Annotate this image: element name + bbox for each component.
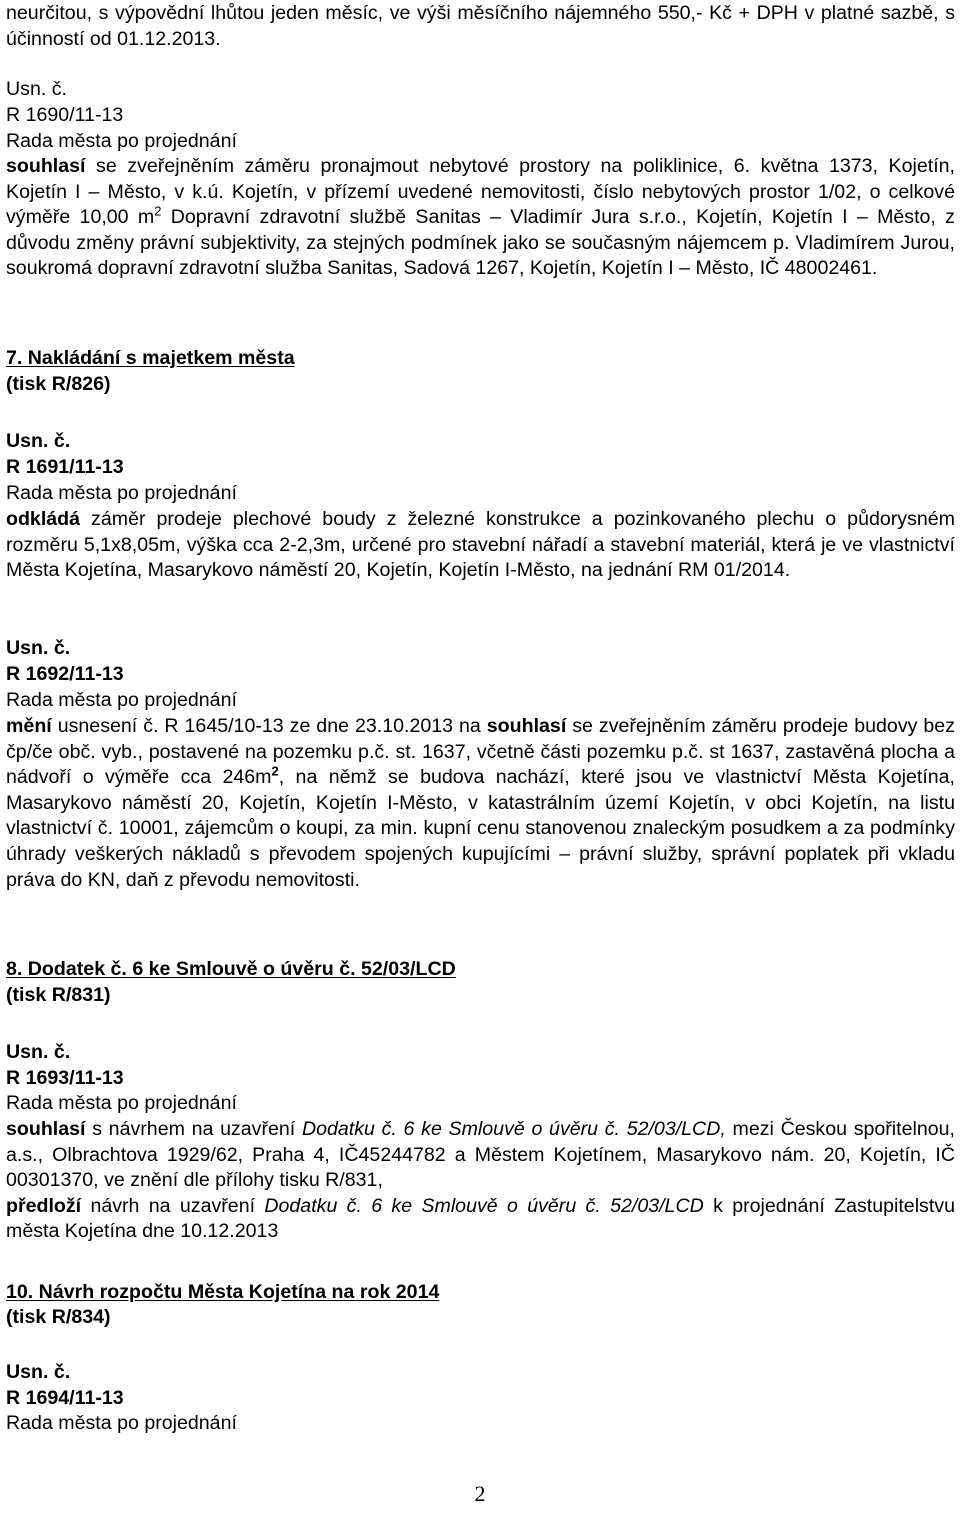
council-phrase: Rada města po projednání: [6, 482, 237, 504]
resolution-label: Usn. č.: [6, 637, 71, 659]
resolution-verb: odkládá: [6, 508, 81, 530]
section-heading: 7. Nakládání s majetkem města: [6, 347, 295, 369]
resolution-number: R 1692/11-13: [6, 663, 124, 685]
resolution-number: R 1693/11-13: [6, 1067, 124, 1089]
resolution-1690-body: souhlasí se zveřejněním záměru pronajmout nebytové prostory na poliklinice, 6. května 1373, Kojetín, Kojetín I – Město, v k.ú. Kojetín, v přízemí uvedené nemovitosti, číslo nebytových prostor 1/02, o celkové výměře 10,00 $m^2$ Dopravní zdravotní službě Sanitas – Vladimír Jura s.r.o., Kojetín, Kojetín I – Město, z důvodu změny právní subjektivity, za stejných podmínek jako se současným nájemcem p. Vladimírem Jurou, soukromá dopravní zdravotní služba Sanitas, Sadová 1267, Kojetín, Kojetín I – Město, IČ 48002461.: [6, 155, 955, 280]
resolution-number: R 1691/11-13: [6, 456, 124, 478]
council-phrase: Rada města po projednání: [6, 1092, 237, 1114]
resolution-label: Usn. č.: [6, 1361, 71, 1383]
section-print-ref: (tisk R/831): [6, 984, 111, 1006]
council-phrase: Rada města po projednání: [6, 130, 237, 152]
resolution-verb: souhlasí: [6, 155, 86, 177]
resolution-number: R 1690/11-13: [6, 104, 124, 126]
resolution-verb: souhlasí: [6, 1118, 86, 1140]
council-phrase: Rada města po projednání: [6, 689, 237, 711]
intro-paragraph: [6, 1, 955, 52]
resolution-1693-body: souhlasí s návrhem na uzavření Dodatku č. 6 ke Smlouvě o úvěru č. 52/03/LCD, mezi Českou spořitelnou, a.s., Olbrachtova 1929/62, Praha 4, IČ45244782 a Městem Kojetínem, Masarykovo nám. 20, Kojetín, IČ 00301370, ve znění dle přílohy tisku R/831, předloží návrh na uzavření Dodatku č. 6 ke Smlouvě o úvěru č. 52/03/LCD k projednání Zastupitelstvu města Kojetína dne 10.12.2013: [6, 1118, 955, 1243]
intro-text: neurčitou, s výpovědní lhůtou jeden měsíc, ve výši měsíčního nájemného 550,- Kč + DPH v platné sazbě, s účinností od 01.12.2013.: [6, 2, 955, 50]
section-print-ref: (tisk R/826): [6, 373, 111, 395]
section-heading: 8. Dodatek č. 6 ke Smlouvě o úvěru č. 52/03/LCD: [6, 958, 456, 980]
resolution-1691-body: odkládá záměr prodeje plechové boudy z železné konstrukce a pozinkovaného plechu o půdorysném rozměru 5,1x8,05m, výška cca 2-2,3m, určené pro stavební nářadí a stavební materiál, která je ve vlastnictví Města Kojetína, Masarykovo náměstí 20, Kojetín, Kojetín I-Město, na jednání RM 01/2014.: [6, 508, 955, 582]
section-print-ref: (tisk R/834): [6, 1306, 111, 1328]
resolution-label: Usn. č.: [6, 430, 71, 452]
resolution-number: R 1694/11-13: [6, 1387, 124, 1409]
resolution-label: Usn. č.: [6, 1041, 71, 1063]
resolution-label: Usn. č.: [6, 78, 67, 100]
resolution-1692-body: mění usnesení č. R 1645/10-13 ze dne 23.10.2013 na souhlasí se zveřejněním záměru prodeje budovy bez čp/če obč. vyb., postavené na pozemku p.č. st. 1637, včetně části pozemku p.č. st 1637, zastavěná plocha a nádvoří o výměře cca $246m^2$, na němž se budova nachází, které jsou ve vlastnictví Města Kojetína, Masarykovo náměstí 20, Kojetín, Kojetín I-Město, v katastrálním území Kojetín, v obci Kojetín, na listu vlastnictví č. 10001, zájemcům o koupi, za min. kupní cenu stanovenou znaleckým posudkem a za podmínky úhrady veškerých nákladů s převodem spojených kupujícími – právní služby, správní poplatek při vkladu práva do KN, daň z převodu nemovitosti.: [6, 715, 955, 891]
section-heading: 10. Návrh rozpočtu Města Kojetína na rok 2014: [6, 1281, 440, 1303]
page-number: 2: [474, 1481, 486, 1506]
resolution-verb: mění: [6, 715, 52, 737]
council-phrase: Rada města po projednání: [6, 1412, 237, 1434]
